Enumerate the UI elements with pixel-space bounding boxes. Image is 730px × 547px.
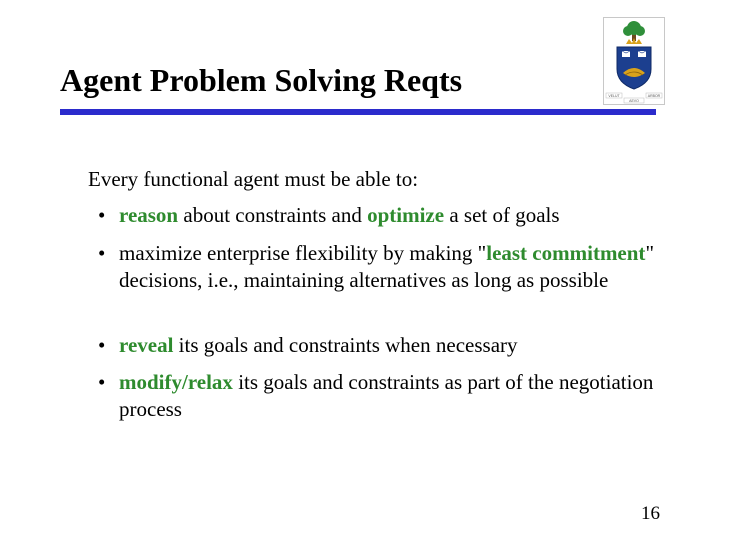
bullet-text: [119, 369, 658, 423]
bullet-text: [119, 202, 658, 229]
slide-title: Agent Problem Solving Reqts: [60, 62, 463, 98]
bullet-marker: •: [98, 333, 106, 357]
highlight-optimize: optimize: [367, 203, 445, 227]
highlight-reveal: reveal: [119, 333, 174, 357]
bullet-text-part: about constraints and: [178, 203, 368, 227]
bullet-marker: •: [98, 203, 106, 227]
bullet-text-part: maximize enterprise flexibility by making ": [119, 241, 487, 265]
highlight-reason: reason: [119, 203, 179, 227]
highlight-modify-relax: modify/relax: [119, 370, 233, 394]
bullet-item-reason: [98, 202, 658, 229]
bullet-text-part: " decisions, i.e., maintaining alternatives as long as possible: [119, 241, 655, 292]
bullet-marker: •: [98, 370, 106, 394]
bullet-item-least-commitment: [98, 240, 658, 294]
crest-scroll-left: VELUT: [608, 94, 620, 98]
bullet-marker: •: [98, 241, 106, 265]
highlight-least-commitment: least commitment: [486, 241, 646, 265]
intro-text: Every functional agent must be able to:: [88, 167, 419, 191]
bullet-text-part: its goals and constraints when necessary: [173, 333, 518, 357]
page-number: 16: [641, 503, 660, 524]
bullet-text-part: a set of goals: [444, 203, 560, 227]
crest-scroll-right: ARBOR: [647, 94, 661, 98]
bullet-text-part: its goals and constraints as part of the negotiation process: [119, 370, 654, 421]
bullet-text: [119, 240, 658, 294]
bullet-item-modify-relax: [98, 369, 658, 423]
bullet-item-reveal: [98, 332, 658, 359]
bullet-text: [119, 332, 658, 359]
title-underline: [60, 109, 656, 115]
crest-scroll-bottom: AEVO: [629, 99, 639, 103]
university-crest-logo: [603, 17, 665, 105]
